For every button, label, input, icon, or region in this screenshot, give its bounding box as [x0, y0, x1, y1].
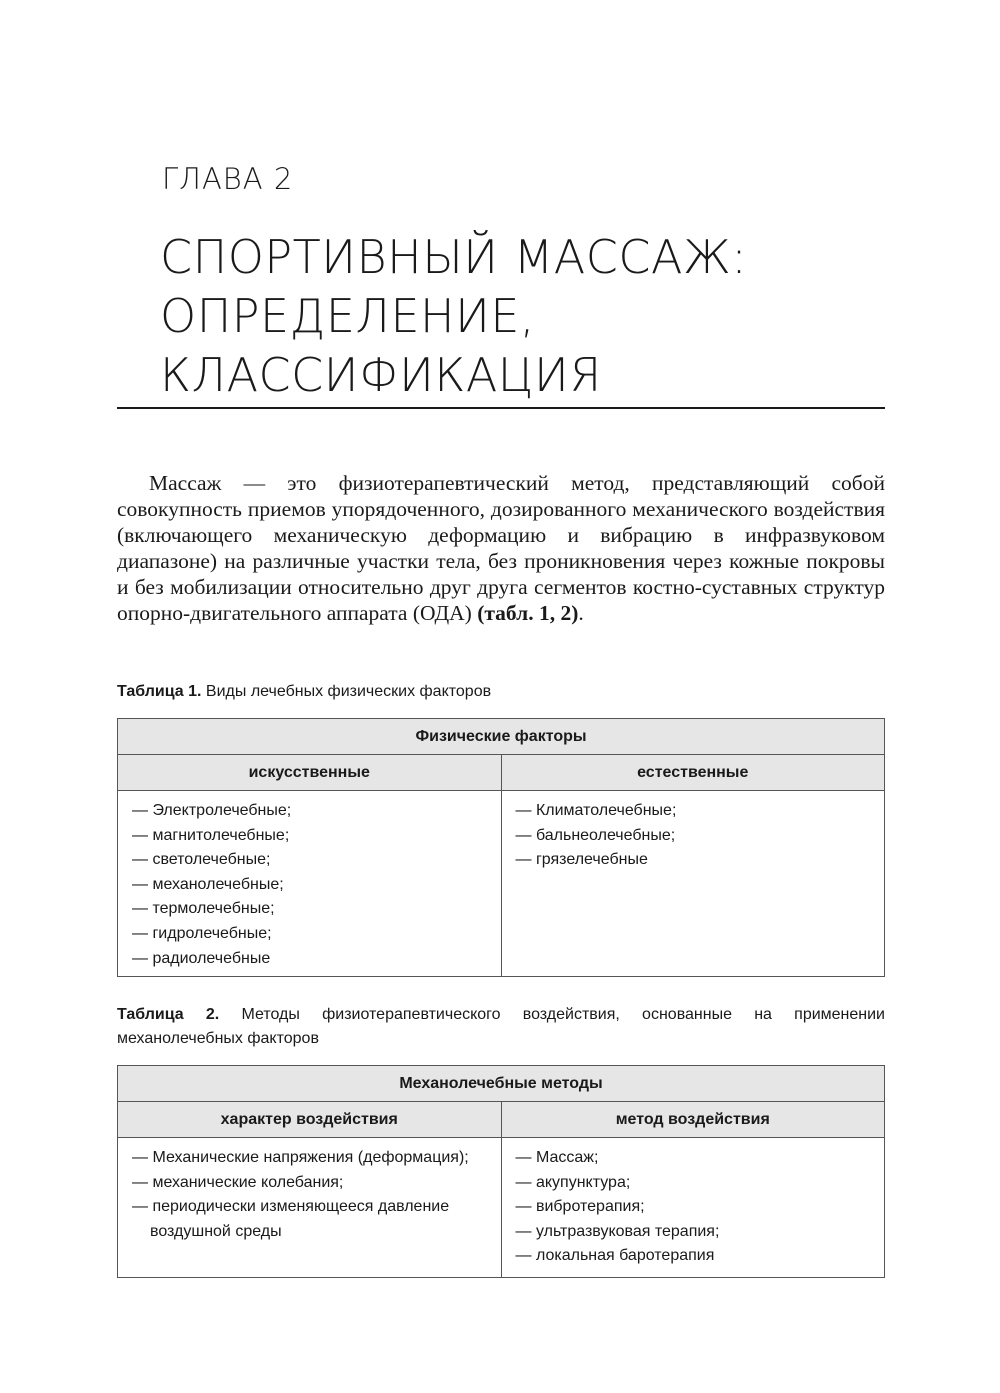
table1-caption [117, 680, 885, 704]
table1-header: Физические факторы [118, 719, 885, 755]
table1-col1-header: искусственные [118, 755, 502, 791]
list-item: — вибротерапия; [516, 1195, 871, 1220]
chapter-title-line: ОПРЕДЕЛЕНИЕ, [160, 289, 536, 343]
table1-col2-header: естественные [501, 755, 885, 791]
list-item: — акупунктура; [516, 1171, 871, 1196]
chapter-title [160, 228, 880, 405]
table2-col1-header: характер воздействия [118, 1102, 502, 1138]
table1-col2-cell [501, 791, 885, 977]
list-item: — гидролечебные; [132, 922, 487, 947]
list-item: — механические колебания; [132, 1171, 481, 1196]
table2-col1-cell [118, 1138, 502, 1278]
table2-col2-header: метод воздействия [501, 1102, 885, 1138]
table2-header: Механолечебные методы [118, 1066, 885, 1102]
table2 [117, 1065, 885, 1278]
table1 [117, 718, 885, 977]
chapter-title-line: СПОРТИВНЫЙ МАССАЖ: [160, 230, 748, 284]
chapter-title-line: КЛАССИФИКАЦИЯ [160, 348, 602, 402]
body-paragraph [117, 470, 885, 626]
table2-caption [117, 1003, 885, 1051]
list-item: — бальнеолечебные; [516, 824, 871, 849]
chapter-label: ГЛАВА 2 [162, 162, 294, 196]
title-divider [117, 407, 885, 409]
list-item: — светолечебные; [132, 848, 487, 873]
paragraph-text: Массаж — это физиотерапевтический метод, представляющий собой совокупность приемов упорядоченного, дозированного механического воздействия (включающего механическую деформацию и вибрацию в инфразвуковом диапазоне) на различные участки тела, без проникновения через кожные покровы и без мобилизации относительно друг друга сегментов костно-суставных структур опорно-двигательного аппарата (ОДА) [117, 471, 885, 625]
list-item: — локальная баротерапия [516, 1244, 871, 1269]
table1-caption-label: Таблица 1. [117, 683, 202, 700]
table2-caption-text: Методы физиотерапевтического воздействия, основанные на применении механолечебных факторов [117, 1006, 885, 1047]
table1-caption-text: Виды лечебных физических факторов [201, 683, 492, 700]
list-item: — Механические напряжения (деформация); [132, 1146, 481, 1171]
list-item: — механолечебные; [132, 873, 487, 898]
list-item: — Массаж; [516, 1146, 871, 1171]
table-reference: (табл. 1, 2) [477, 601, 579, 625]
list-item: — периодически изменяющееся давление воздушной среды [132, 1195, 481, 1244]
table1-col1-cell [118, 791, 502, 977]
list-item: — Климатолечебные; [516, 799, 871, 824]
list-item: — ультразвуковая терапия; [516, 1220, 871, 1245]
list-item: — Электролечебные; [132, 799, 487, 824]
list-item: — радиолечебные [132, 947, 487, 972]
list-item: — термолечебные; [132, 897, 487, 922]
list-item: — магнитолечебные; [132, 824, 487, 849]
table2-caption-label: Таблица 2. [117, 1006, 220, 1023]
paragraph-end: . [578, 601, 584, 625]
list-item: — грязелечебные [516, 848, 871, 873]
table2-col2-cell [501, 1138, 885, 1278]
